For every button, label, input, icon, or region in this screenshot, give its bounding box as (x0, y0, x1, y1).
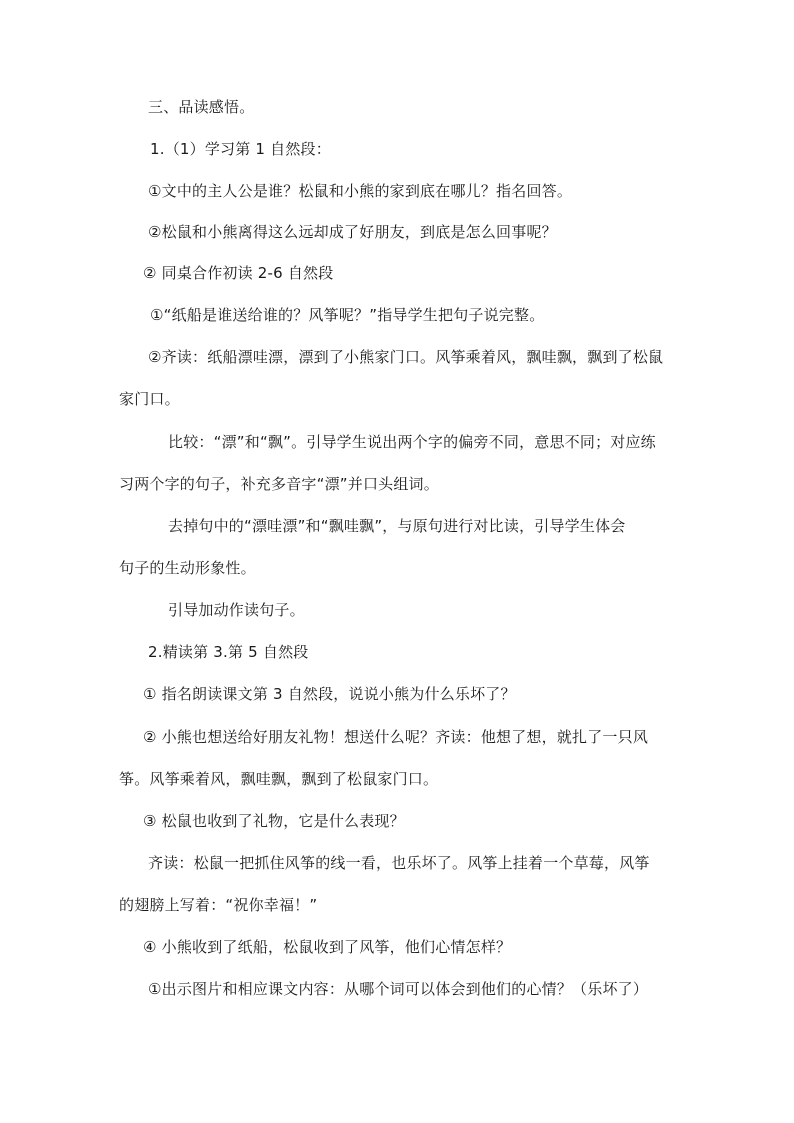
text-line: 去掉句中的“漂哇漂”和“飘哇飘”，与原句进行对比读，引导学生体会 (168, 517, 626, 535)
text-line: ④ 小熊收到了纸船，松鼠收到了风筝，他们心情怎样？ (143, 938, 512, 956)
text-line: 的翅膀上写着：“祝你幸福！” (119, 896, 318, 914)
text-line: ② 小熊也想送给好朋友礼物！想送什么呢？齐读：他想了想，就扎了一只风 (143, 728, 649, 746)
text-line: 比较：“漂”和“飘”。引导学生说出两个字的偏旁不同，意思不同；对应练 (168, 433, 656, 451)
text-line: ① 指名朗读课文第 3 自然段，说说小熊为什么乐坏了？ (143, 685, 516, 703)
text-line: 习两个字的句子，补充多音字“漂”并口头组词。 (119, 475, 439, 493)
text-line: ①文中的主人公是谁？松鼠和小熊的家到底在哪儿？指名回答。 (148, 182, 573, 200)
section-heading: 三、品读感悟。 (148, 98, 255, 116)
text-line: 齐读：松鼠一把抓住风筝的线一看，也乐坏了。风筝上挂着一个草莓，风筝 (148, 854, 650, 872)
text-line: ①出示图片和相应课文内容：从哪个词可以体会到他们的心情？（乐坏了） (148, 980, 649, 998)
text-line: ②齐读：纸船漂哇漂，漂到了小熊家门口。风筝乘着风，飘哇飘，飘到了松鼠 (148, 348, 664, 366)
text-line: ②松鼠和小熊离得这么远却成了好朋友，到底是怎么回事呢？ (148, 223, 557, 241)
text-line: 句子的生动形象性。 (119, 559, 256, 577)
item-heading-2: 2.精读第 3.第 5 自然段 (148, 643, 309, 661)
item-heading-1: 1.（1）学习第 1 自然段： (150, 140, 331, 158)
text-line: ③ 松鼠也收到了礼物，它是什么表现？ (143, 812, 405, 830)
text-line: 引导加动作读句子。 (168, 601, 305, 619)
sub-heading: ② 同桌合作初读 2-6 自然段 (143, 264, 334, 282)
text-line: ①“纸船是谁送给谁的？风筝呢？”指导学生把句子说完整。 (150, 306, 545, 324)
text-line: 家门口。 (119, 390, 180, 408)
text-line: 筝。风筝乘着风，飘哇飘，飘到了松鼠家门口。 (119, 770, 439, 788)
